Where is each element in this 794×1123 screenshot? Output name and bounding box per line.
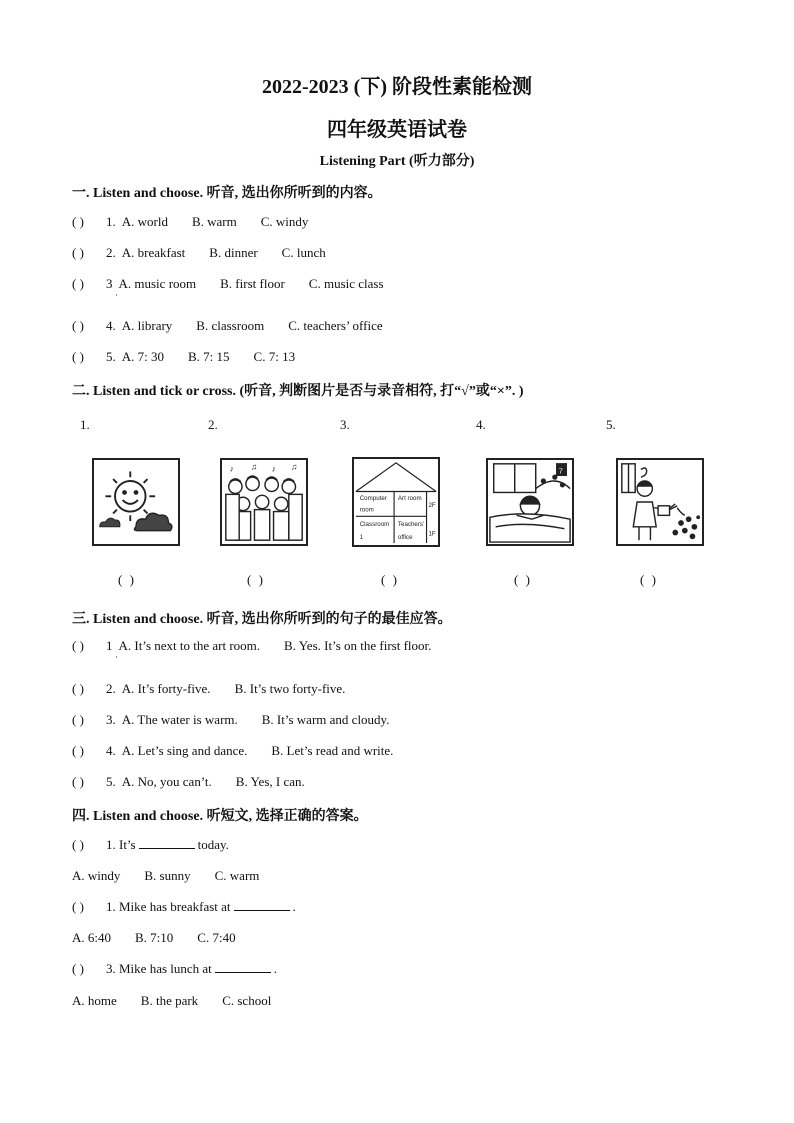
picture-number-5: 5. xyxy=(606,417,616,432)
answer-paren-1: ( ) xyxy=(118,572,136,587)
option-b: B. It’s warm and cloudy. xyxy=(261,712,390,727)
option-c: C. music class xyxy=(308,276,384,291)
picture-1 xyxy=(92,458,180,546)
sleeping-child-icon xyxy=(488,460,572,544)
picture-4 xyxy=(486,458,574,546)
s4-options-1 xyxy=(72,868,259,884)
question-number: 2. xyxy=(106,245,116,260)
question-text-end: . xyxy=(273,961,278,976)
s1-question-4 xyxy=(72,318,383,334)
svg-text:♫: ♫ xyxy=(290,461,298,472)
option-a: A. windy xyxy=(72,868,121,883)
option-a: A. 7: 30 xyxy=(121,349,164,364)
calendar-number: 7 xyxy=(558,466,563,476)
answer-paren: ( ) xyxy=(72,276,84,291)
girl-watering-flowers-icon xyxy=(618,460,702,544)
option-a: A. library xyxy=(121,318,173,333)
plan-label-room: room xyxy=(359,506,374,514)
answer-paren-5: ( ) xyxy=(640,572,658,587)
picture-5 xyxy=(616,458,704,546)
option-a: A. music room xyxy=(118,276,197,291)
plan-label-teachers: Teachers' xyxy=(397,520,425,528)
plan-label-office: office xyxy=(397,534,413,542)
question-number: 1 xyxy=(106,638,113,653)
option-c: C. 7:40 xyxy=(197,930,236,945)
option-a: A. home xyxy=(72,993,117,1008)
sun-cloud-icon xyxy=(94,460,178,544)
question-text: 1. Mike has breakfast at xyxy=(106,899,231,914)
question-number: 2. xyxy=(106,681,116,696)
section2-heading: 二. Listen and tick or cross. (听音, 判断图片是否与录音相符, 打“√”或“×”. ) xyxy=(72,384,524,399)
option-b: B. It’s two forty-five. xyxy=(234,681,346,696)
answer-paren: ( ) xyxy=(72,774,84,789)
section4-heading: 四. Listen and choose. 听短文, 选择正确的答案。 xyxy=(72,809,368,824)
option-b: B. the park xyxy=(140,993,199,1008)
option-a: A. breakfast xyxy=(121,245,186,260)
s3-question-3 xyxy=(72,712,389,728)
question-number: 3. xyxy=(106,712,116,727)
question-text: 3. Mike has lunch at xyxy=(106,961,212,976)
section3-heading: 三. Listen and choose. 听音, 选出你所听到的句子的最佳应答。 xyxy=(72,612,452,627)
option-b: B. 7:10 xyxy=(135,930,174,945)
answer-blank xyxy=(234,899,290,911)
option-b: B. classroom xyxy=(196,318,265,333)
s3-question-4 xyxy=(72,743,393,759)
section1-heading: 一. Listen and choose. 听音, 选出你所听到的内容。 xyxy=(72,186,382,201)
answer-paren: ( ) xyxy=(72,638,84,653)
picture-number-4: 4. xyxy=(476,417,486,432)
dot-mark: · xyxy=(115,652,118,662)
question-number: 4. xyxy=(106,743,116,758)
question-number: 3 xyxy=(106,276,113,291)
answer-paren: ( ) xyxy=(72,712,84,727)
s1-question-1 xyxy=(72,214,308,230)
plan-label-computer: Computer xyxy=(359,495,387,503)
plan-label-art-room: Art room xyxy=(397,495,422,503)
question-number: 5. xyxy=(106,774,116,789)
picture-number-1: 1. xyxy=(80,417,90,432)
s4-options-3 xyxy=(72,993,271,1009)
question-number: 5. xyxy=(106,349,116,364)
option-b: B. sunny xyxy=(144,868,191,883)
question-number: 4. xyxy=(106,318,116,333)
answer-paren-2: ( ) xyxy=(247,572,265,587)
option-a: A. It’s forty-five. xyxy=(121,681,211,696)
option-b: B. Yes. It’s on the first floor. xyxy=(284,638,432,653)
answer-paren: ( ) xyxy=(72,318,84,333)
s1-question-2 xyxy=(72,245,326,261)
question-text-end: today. xyxy=(197,837,229,852)
question-number: 1. xyxy=(106,214,116,229)
picture-2 xyxy=(220,458,308,546)
option-a: A. It’s next to the art room. xyxy=(118,638,261,653)
option-c: C. warm xyxy=(214,868,260,883)
plan-label-1: 1 xyxy=(359,534,364,542)
plan-label-2f: 2F xyxy=(428,501,436,509)
option-c: C. teachers’ office xyxy=(288,318,383,333)
answer-paren: ( ) xyxy=(72,743,84,758)
option-c: C. school xyxy=(222,993,272,1008)
question-text-end: . xyxy=(292,899,296,914)
svg-text:♪: ♪ xyxy=(229,463,234,474)
answer-paren: ( ) xyxy=(72,681,84,696)
option-b: B. warm xyxy=(191,214,237,229)
option-a: A. world xyxy=(121,214,168,229)
option-b: B. Yes, I can. xyxy=(235,774,305,789)
svg-text:♫: ♫ xyxy=(250,461,258,472)
singing-children-icon xyxy=(222,460,306,544)
option-a: A. Let’s sing and dance. xyxy=(121,743,248,758)
answer-paren: ( ) xyxy=(72,899,84,914)
s4-options-2 xyxy=(72,930,236,946)
option-c: C. windy xyxy=(260,214,309,229)
s3-question-2 xyxy=(72,681,345,697)
s3-question-1 xyxy=(72,638,431,654)
answer-paren: ( ) xyxy=(72,349,84,364)
s4-question-3 xyxy=(72,961,277,977)
s1-question-5 xyxy=(72,349,295,365)
s1-question-3 xyxy=(72,276,384,292)
answer-paren: ( ) xyxy=(72,961,84,976)
answer-paren: ( ) xyxy=(72,245,84,260)
option-a: A. 6:40 xyxy=(72,930,111,945)
school-floor-plan-icon xyxy=(354,459,438,545)
answer-paren: ( ) xyxy=(72,837,84,852)
picture-number-2: 2. xyxy=(208,417,218,432)
answer-paren-3: ( ) xyxy=(381,572,399,587)
s3-question-5 xyxy=(72,774,305,790)
answer-blank xyxy=(215,961,271,973)
listening-part-title: Listening Part (听力部分) xyxy=(319,154,475,169)
svg-text:♪: ♪ xyxy=(271,463,276,474)
s4-question-2 xyxy=(72,899,296,915)
answer-paren: ( ) xyxy=(72,214,84,229)
option-b: B. 7: 15 xyxy=(188,349,230,364)
s4-question-1 xyxy=(72,837,229,853)
picture-number-3: 3. xyxy=(340,417,350,432)
option-a: A. No, you can’t. xyxy=(121,774,212,789)
option-b: B. dinner xyxy=(209,245,258,260)
answer-paren-4: ( ) xyxy=(514,572,532,587)
plan-label-classroom: Classroom xyxy=(359,520,390,528)
exam-title: 2022-2023 (下) 阶段性素能检测 xyxy=(262,76,532,98)
plan-label-1f: 1F xyxy=(428,530,436,538)
option-c: C. 7: 13 xyxy=(253,349,296,364)
dot-mark: · xyxy=(115,290,118,300)
option-a: A. The water is warm. xyxy=(121,712,238,727)
option-b: B. Let’s read and write. xyxy=(271,743,394,758)
picture-3 xyxy=(352,457,440,547)
exam-subtitle: 四年级英语试卷 xyxy=(327,119,467,141)
question-text: 1. It’s xyxy=(106,837,136,852)
option-b: B. first floor xyxy=(220,276,285,291)
answer-blank xyxy=(139,837,195,849)
option-c: C. lunch xyxy=(281,245,326,260)
